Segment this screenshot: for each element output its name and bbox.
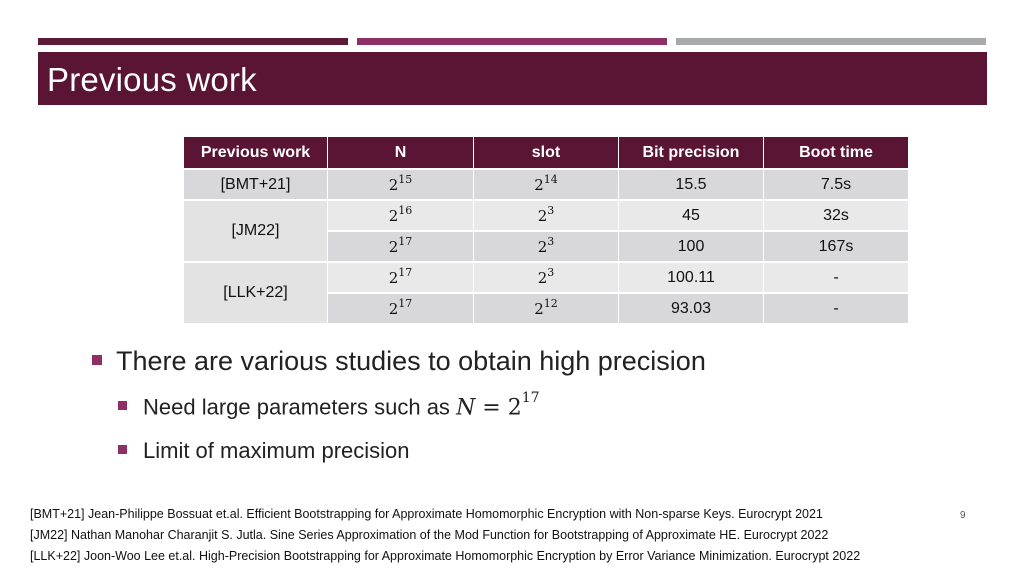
table-row bbox=[184, 169, 908, 200]
bullet-main bbox=[92, 346, 706, 377]
cell-work: [LLK+22] bbox=[184, 262, 328, 324]
table-header-row bbox=[184, 137, 908, 169]
header-bit-precision: Bit precision bbox=[619, 137, 764, 169]
cell-precision: 93.03 bbox=[619, 293, 764, 324]
header-previous-work: Previous work bbox=[184, 137, 328, 169]
cell-boot-time: - bbox=[764, 262, 909, 293]
cell-work: [JM22] bbox=[184, 200, 328, 262]
previous-work-table bbox=[184, 137, 908, 325]
cell-boot-time: - bbox=[764, 293, 909, 324]
cell-slot: $2^3$ bbox=[474, 200, 619, 231]
bullet-square-icon bbox=[118, 445, 127, 454]
table-row bbox=[184, 262, 908, 293]
math-variable-n: N bbox=[456, 395, 476, 421]
cell-precision: 100 bbox=[619, 231, 764, 262]
cell-work: [BMT+21] bbox=[184, 169, 328, 200]
reference-bmt21: [BMT+21] Jean-Philippe Bossuat et.al. Efficient Bootstrapping for Approximate Homomorphic Encryption with Non-sparse Keys. Eurocrypt 2021 bbox=[30, 507, 823, 521]
bullet-main-text: There are various studies to obtain high precision bbox=[116, 346, 706, 376]
bullet-sub-parameters bbox=[118, 390, 540, 421]
bullet-sub-precision-limit bbox=[118, 438, 410, 464]
bullet-square-icon bbox=[92, 355, 102, 365]
cell-n: $2^{17}$ bbox=[328, 262, 474, 293]
header-accent-bar-1 bbox=[38, 38, 348, 45]
cell-precision: 100.11 bbox=[619, 262, 764, 293]
cell-n: $2^{16}$ bbox=[328, 200, 474, 231]
cell-slot: $2^{14}$ bbox=[474, 169, 619, 200]
page-number: 9 bbox=[960, 510, 966, 521]
cell-n: $2^{17}$ bbox=[328, 293, 474, 324]
header-accent-bar-2 bbox=[357, 38, 667, 45]
header-accent-bar-3 bbox=[676, 38, 986, 45]
cell-slot: $2^{12}$ bbox=[474, 293, 619, 324]
math-equals-two: = 2 bbox=[475, 395, 522, 421]
cell-boot-time: 32s bbox=[764, 200, 909, 231]
bullet-sub-text: Limit of maximum precision bbox=[143, 438, 410, 463]
header-n: N bbox=[328, 137, 474, 169]
header-boot-time: Boot time bbox=[764, 137, 909, 169]
slide-title: Previous work bbox=[47, 61, 257, 98]
cell-precision: 15.5 bbox=[619, 169, 764, 200]
references bbox=[30, 504, 860, 567]
cell-slot: $2^3$ bbox=[474, 231, 619, 262]
math-exponent: 17 bbox=[521, 390, 540, 406]
cell-n: $2^{15}$ bbox=[328, 169, 474, 200]
table-row bbox=[184, 200, 908, 231]
reference-jm22: [JM22] Nathan Manohar Charanjit S. Jutla. Sine Series Approximation of the Mod Function for Bootstrapping of Approximate HE. Eurocrypt 2022 bbox=[30, 528, 829, 542]
bullet-square-icon bbox=[118, 401, 127, 410]
header-slot: slot bbox=[474, 137, 619, 169]
reference-llk22: [LLK+22] Joon-Woo Lee et.al. High-Precision Bootstrapping for Approximate Homomorphic Encryption by Error Variance Minimization. Eurocrypt 2022 bbox=[30, 549, 861, 563]
cell-slot: $2^3$ bbox=[474, 262, 619, 293]
cell-precision: 45 bbox=[619, 200, 764, 231]
cell-boot-time: 7.5s bbox=[764, 169, 909, 200]
cell-boot-time: 167s bbox=[764, 231, 909, 262]
title-band bbox=[38, 52, 987, 105]
cell-n: $2^{17}$ bbox=[328, 231, 474, 262]
bullet-sub-text: Need large parameters such as bbox=[143, 394, 457, 420]
